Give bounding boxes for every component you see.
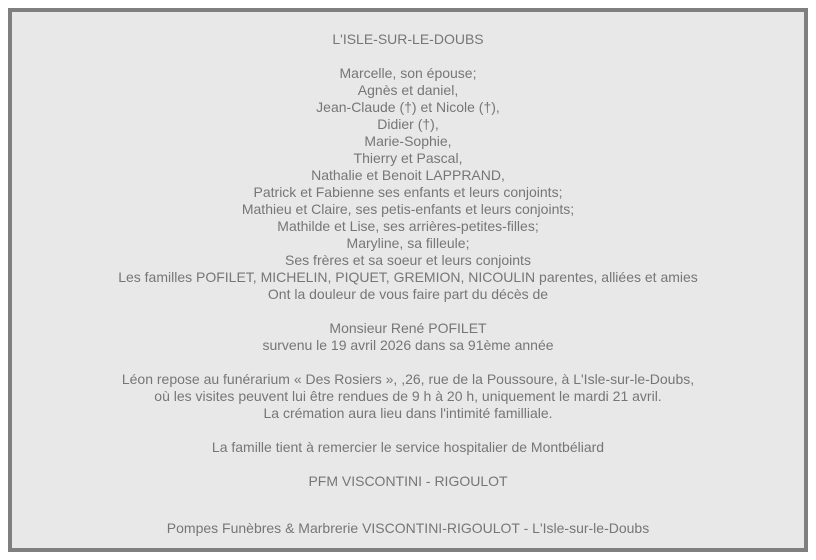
funeral-home-full: Pompes Funèbres & Marbrerie VISCONTINI-RIGOULOT - L'Isle-sur-le-Doubs: [166, 520, 650, 536]
family-line: Mathieu et Claire, ses petis-enfants et leurs conjoints;: [241, 201, 575, 217]
family-line: Ses frères et sa soeur et leurs conjoints: [285, 252, 531, 268]
arrangement-line: où les visites peuvent lui être rendues de 9 h à 20 h, uniquement le mardi 21 avril.: [154, 388, 662, 404]
family-line: Thierry et Pascal,: [353, 150, 463, 166]
family-line: Marcelle, son épouse;: [339, 65, 477, 81]
obituary-content: [12, 12, 804, 548]
family-line: Jean-Claude (†) et Nicole (†),: [316, 99, 500, 115]
family-line: Maryline, sa filleule;: [346, 235, 470, 251]
family-line: Didier (†),: [377, 116, 439, 132]
obituary-notice: [8, 8, 808, 552]
thanks-line: La famille tient à remercier le service hospitalier de Montbéliard: [211, 439, 605, 455]
arrangement-line: La crémation aura lieu dans l'intimité familliale.: [263, 405, 553, 421]
deceased-name: Monsieur René POFILET: [329, 320, 487, 336]
family-line: Marie-Sophie,: [364, 133, 452, 149]
funeral-home-short: PFM VISCONTINI - RIGOULOT: [308, 473, 508, 489]
family-line: Nathalie et Benoit LAPPRAND,: [311, 167, 505, 183]
death-info: survenu le 19 avril 2026 dans sa 91ème année: [262, 337, 554, 353]
family-line: Les familles POFILET, MICHELIN, PIQUET, GREMION, NICOULIN parentes, alliées et amies: [118, 269, 698, 285]
family-line: Agnès et daniel,: [357, 82, 459, 98]
announcement-line: Ont la douleur de vous faire part du décès de: [267, 286, 549, 302]
family-line: Patrick et Fabienne ses enfants et leurs conjoints;: [253, 184, 563, 200]
family-line: Mathilde et Lise, ses arrières-petites-filles;: [277, 218, 539, 234]
arrangement-line: Léon repose au funérarium « Des Rosiers », ,26, rue de la Poussoure, à L'Isle-sur-le-Doubs,: [121, 371, 695, 387]
location-heading: L'ISLE-SUR-LE-DOUBS: [332, 31, 484, 47]
